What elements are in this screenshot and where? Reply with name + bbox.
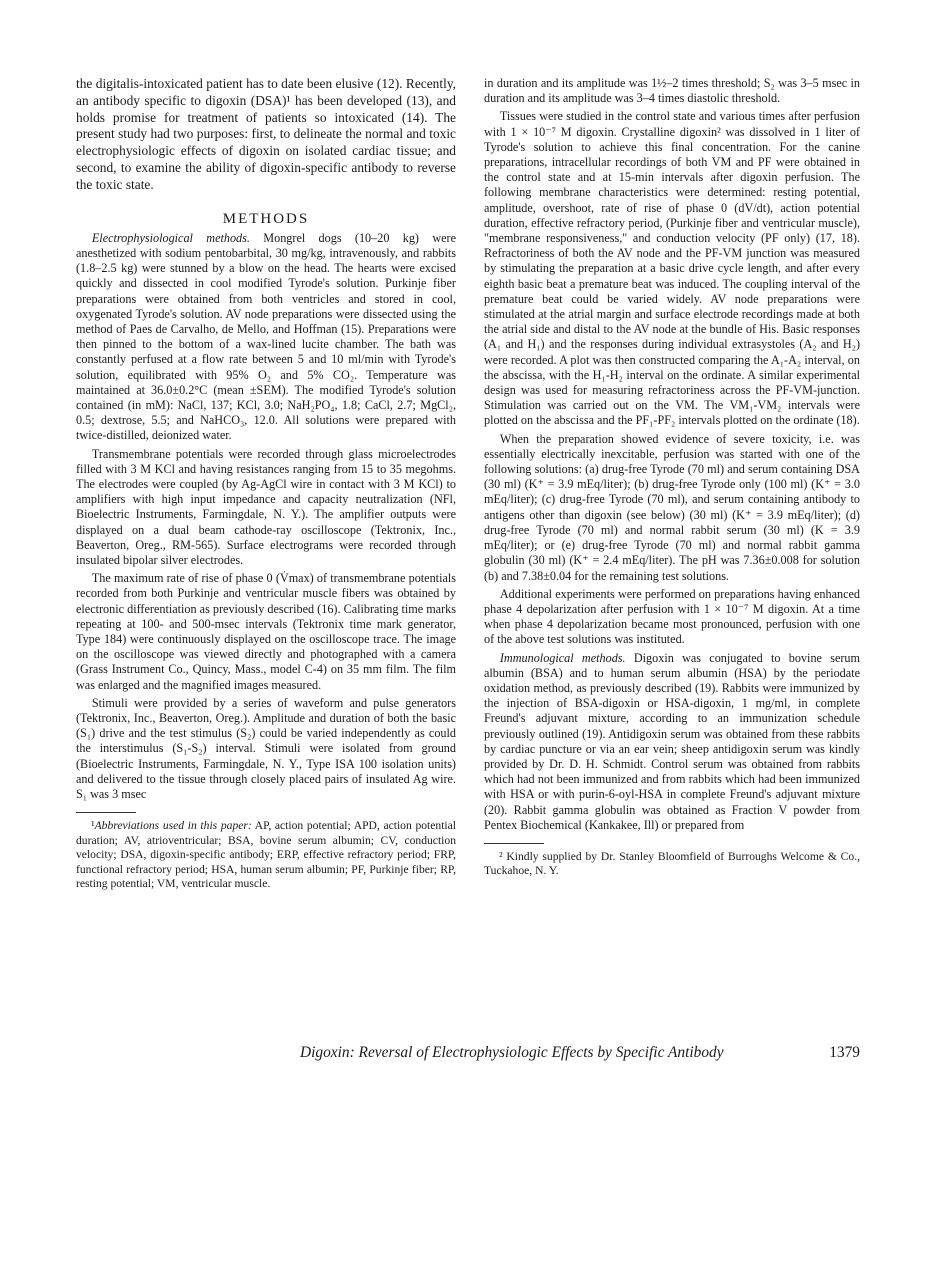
electro-heading: Electrophysiological methods. — [91, 230, 250, 245]
stimuli-paragraph: Stimuli were provided by a series of waveform and pulse generators (Tektronix, Inc., Beaverton, Oreg.). Amplitude and duration of both the basic (S₁) drive and the test stimulus (S₂) could be varied independently as could the interstimulus (S₁-S₂) interval. Stimuli were isolated from ground (Bioelectric Instruments, Farmingdale, N. Y., Type ISA 100 isolation units) and delivered to the tissue through closely placed pairs of insulated Ag wire. S₁ was 3 msec — [76, 695, 456, 802]
immuno-heading: Immunological methods. — [499, 650, 626, 665]
footnote-2: ² Kindly supplied by Dr. Stanley Bloomfield of Burroughs Welcome & Co., Tuckahoe, N. Y. — [484, 849, 860, 878]
tissues-paragraph: Tissues were studied in the control state and various times after perfusion with 1 × 10⁻⁷ M digoxin. Crystalline digoxin² was dissolved in 1 liter of Tyrode's solution to achieve this final concentration. For the canine preparations, intracellular recordings of both VM and PF were obtained in the control state and at 15-min intervals after digoxin perfusion. The following membrane characteristics were determined: resting potential, amplitude, overshoot, rate of rise of phase 0 (dV/dt), action potential duration, effective refractory period, (Purkinje fiber and ventricular muscle), "membrane responsiveness," and conduction velocity (PF only) (17, 18). Refractoriness of both the AV node and the PF-VM junction was measured by stimulating the preparation at a basic drive cycle length, and after every eighth basic beat a premature beat was induced. The coupling interval of the premature beat could be varied widely. AV node preparations were stimulated at the atrial margin and surface electrode recordings made at both the atrial side and distal to the AV node at the bundle of His. Basic responses (A₁ and H₁) and the responses during individual extrasystoles (A₂ and H₂) were recorded. A plot was then constructed comparing the A₁-A₂ interval, on the abscissa, with the H₁-H₂ interval on the ordinate. A similar experimental design was used for measuring refractoriness across the PF-VM-junction. Stimulation was carried out on the VM. The VM₁-VM₂ intervals were plotted on the abscissa and the PF₁-PF₂ intervals plotted on the ordinate (18). — [484, 109, 860, 428]
running-title: Digoxin: Reversal of Electrophysiologic Effects by Specific Antibody — [300, 1044, 724, 1061]
section-heading-methods: METHODS — [222, 210, 310, 227]
footnote-1-text: AP, action potential; APD, action potential duration; AV, atrioventricular; BSA, bovine serum albumin; CV, conduction velocity; DSA, digoxin-specific antibody; ERP, effective refractory period; FRP, functional refractory period; HSA, human serum albumin; PF, Purkinje fiber; RP, resting potential; VM, ventricular muscle. — [76, 819, 457, 890]
footnote-1-label: ¹ — [91, 819, 95, 833]
left-column — [76, 76, 456, 891]
intro-paragraph: the digitalis-intoxicated patient has to date been elusive (12). Recently, an antibody specific to digoxin (DSA)¹ has been developed (13), and holds promise for treatment of patients so intoxicated (14). The present study had two purposes: first, to delineate the normal and toxic electrophysiologic effects of digoxin on isolated cardiac tissue; and second, to examine the ability of digoxin-specific antibody to reverse the toxic state. — [76, 76, 456, 192]
vmax-paragraph: The maximum rate of rise of phase 0 (V̇max) of transmembrane potentials recorded from both Purkinje and ventricular muscle fibers was obtained by electronic differentiation as previously described (16). Calibrating time marks repeating at 100- and 500-msec intervals (Tektronix time mark generator, Type 184) were continuously displayed on the oscilloscope trace. The image on the oscilloscope was viewed directly and photographed with a camera (Grass Instrument Co., Quincy, Mass., model C-4) on 35 mm film. The film was enlarged and the magnified images measured. — [76, 571, 456, 692]
electro-paragraph — [76, 231, 456, 444]
immuno-paragraph — [484, 651, 860, 833]
page-number: 1379 — [829, 1044, 860, 1061]
continuation-paragraph: in duration and its amplitude was 1½–2 times threshold; S₂ was 3–5 msec in duration and its amplitude was 3–4 times diastolic threshold. — [484, 76, 860, 106]
immuno-text: Digoxin was conjugated to bovine serum albumin (BSA) and to human serum albumin (HSA) by the periodate oxidation method, as previously described (19). Rabbits were immunized by the injection of BSA-digoxin or HSA-digoxin, 1 mg/ml, in complete Freund's adjuvant mixture, according to an immunization schedule previously outlined (19). Antidigoxin serum was obtained from these rabbits by cardiac puncture or via an ear vein; sheep antidigoxin serum was kindly provided by Dr. D. H. Schmidt. Control serum was obtained from rabbits which had not been immunized and from rabbits which had been immunized with HSA or with purin-6-oyl-HSA in complete Freund's adjuvant mixture (20). Rabbit gamma globulin was obtained as Fraction V powder from Pentex Biochemical (Kankakee, Ill) or prepared from — [484, 650, 860, 832]
right-column — [484, 76, 860, 879]
footnote-1 — [76, 819, 456, 891]
transmembrane-paragraph: Transmembrane potentials were recorded through glass microelectrodes filled with 3 M KCl and having resistances ranging from 15 to 35 megohms. The electrodes were coupled (by Ag-AgCl wire in contact with 3 M KCl) to amplifiers with high input impedance and capacity neutralization (NFl, Bioelectric Instruments, Farmingdale, N. Y.). The amplifier outputs were displayed on a dual beam cathode-ray oscilloscope (Tektronix, Inc., Beaverton, Oreg., RM-565). Surface electrograms were recorded through insulated bipolar silver electrodes. — [76, 446, 456, 568]
toxicity-paragraph: When the preparation showed evidence of severe toxicity, i.e. was essentially electrically inexcitable, perfusion was started with one of the following solutions: (a) drug-free Tyrode (70 ml) and serum containing DSA (30 ml) (K⁺ = 3.9 mEq/liter); (b) drug-free Tyrode only (100 ml) (K⁺ = 3.0 mEq/liter); (c) drug-free Tyrode (70 ml), and serum containing antibody to antigens other than digoxin (see below) (30 ml) (K⁺ = 3.9 mEq/liter); (d) drug-free Tyrode (70 ml) and normal rabbit serum (30 ml) (K = 3.9 mEq/liter); or (e) drug-free Tyrode (70 ml) and normal rabbit gamma globulin (30 ml) (K⁺ = 2.4 mEq/liter). The pH was 7.36±0.008 for solution (b) and 7.38±0.04 for the remaining test solutions. — [484, 431, 860, 583]
footnote-rule-right — [484, 843, 544, 844]
footnote-rule — [76, 812, 136, 813]
footnote-1-heading: Abbreviations used in this paper: — [94, 819, 252, 833]
page-footer — [300, 1044, 860, 1062]
additional-paragraph: Additional experiments were performed on preparations having enhanced phase 4 depolarization after perfusion with 1 × 10⁻⁷ M digoxin. At a time when phase 4 depolarization became most pronounced, perfusion with one of the above test solutions was instituted. — [484, 586, 860, 647]
electro-text: Mongrel dogs (10–20 kg) were anesthetized with sodium pentobarbital, 30 mg/kg, intravenously, and rabbits (1.8–2.5 kg) were stunned by a blow on the head. The hearts were excised quickly and dissected in cool modified Tyrode's solution. Purkinje fiber preparations were obtained from both ventricles and stored in cool, oxygenated Tyrode's solution. AV node preparations were dissected using the method of Paes de Carvalho, de Mello, and Hoffman (15). Preparations were then pinned to the bottom of a wax-lined lucite chamber. The bath was constantly perfused at a flow rate between 5 and 10 ml/min with Tyrode's solution, equilibrated with 95% O₂ and 5% CO₂. Temperature was maintained at 36.0±0.2°C (mean ±SEM). The modified Tyrode's solution contained (in mM): NaCl, 137; KCl, 3.0; NaH₂PO₄, 1.8; CaCl, 2.7; MgCl₂, 0.5; dextrose, 5.5; and NaHCO₃, 12.0. All solutions were prepared with twice-distilled, deionized water. — [76, 230, 456, 443]
